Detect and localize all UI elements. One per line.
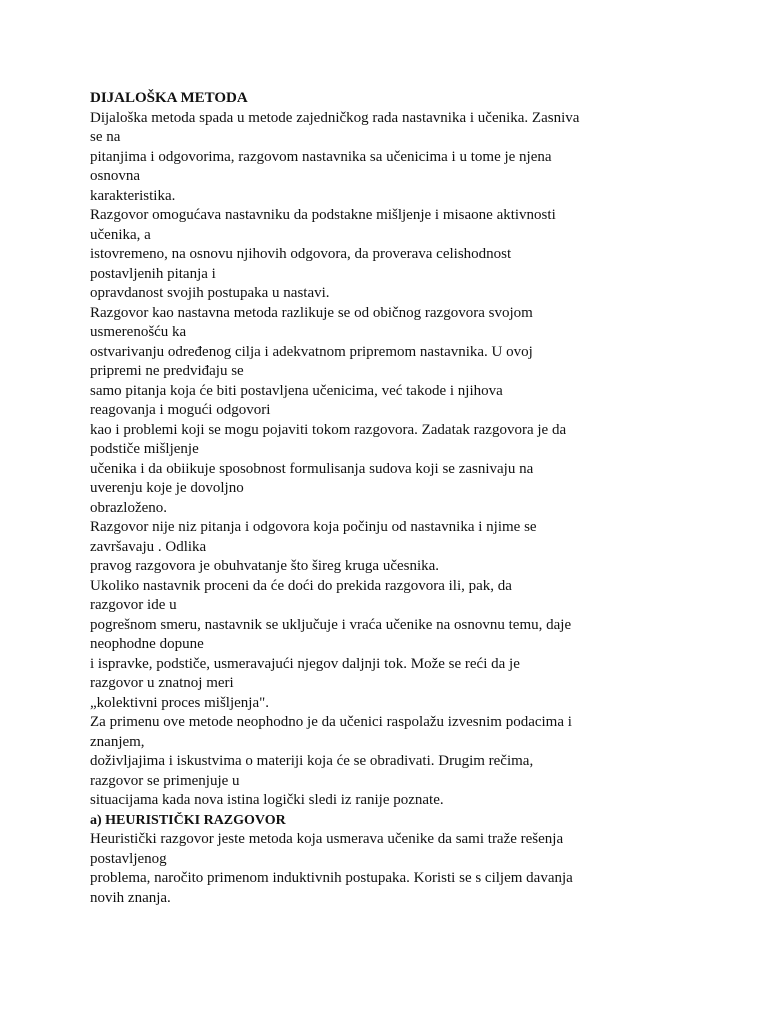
- document-body: [90, 89, 720, 908]
- text-line: pripremi ne predviđaju se: [90, 363, 244, 379]
- text-line: postavljenog: [90, 850, 167, 867]
- text-line: pitanjima i odgovorima, razgovom nastavnika sa učenicima i u tome je njena: [90, 148, 552, 165]
- text-line: „kolektivni proces mišljenja".: [90, 694, 269, 711]
- text-line: ostvarivanju određenog cilja i adekvatnom pripremom nastavnika. U ovoj: [90, 343, 533, 360]
- text-line: istovremeno, na osnovu njihovih odgovora, da proverava celishodnost: [90, 246, 512, 262]
- text-line: Razgovor nije niz pitanja i odgovora koja počinju od nastavnika i njime se: [90, 519, 537, 535]
- text-line: neophodne dopune: [90, 636, 204, 652]
- text-line: postavljenih pitanja i: [90, 265, 216, 282]
- text-line: reagovanja i mogući odgovori: [90, 402, 271, 418]
- text-line: pravog razgovora je obuhvatanje što šireg kruga učesnika.: [90, 558, 440, 574]
- text-line: Razgovor omogućava nastavniku da podstakne mišljenje i misaone aktivnosti: [90, 207, 556, 223]
- text-line: razgovor se primenjuje u: [90, 772, 240, 789]
- text-line: obrazloženo.: [90, 499, 168, 516]
- text-line: usmerenošću ka: [90, 324, 187, 340]
- section-heuristicki-razgovor: [90, 830, 720, 908]
- text-line: i ispravke, podstiče, usmeravajući njegov daljnji tok. Može se reći da je: [90, 655, 520, 672]
- text-line: problema, naročito primenom induktivnih postupaka. Koristi se s ciljem davanja: [90, 870, 573, 886]
- text-line: novih znanja.: [90, 889, 171, 906]
- text-line: Ukoliko nastavnik proceni da će doći do prekida razgovora ili, pak, da: [90, 577, 512, 594]
- text-line: Za primenu ove metode neophodno je da učenici raspolažu izvesnim podacima i: [90, 714, 572, 730]
- text-line: znanjem,: [90, 733, 145, 750]
- text-line: samo pitanja koja će biti postavljena učenicima, već takode i njihova: [90, 382, 503, 399]
- text-line: razgovor u znatnoj meri: [90, 675, 234, 691]
- text-line: pogrešnom smeru, nastavnik se uključuje i vraća učenike na osnovnu temu, daje: [90, 616, 572, 633]
- text-line: podstiče mišljenje: [90, 441, 199, 457]
- text-line: situacijama kada nova istina logički sledi iz ranije poznate.: [90, 792, 444, 808]
- text-line: Dijaloška metoda spada u metode zajedničkog rada nastavnika i učenika. Zasniva: [90, 109, 580, 126]
- section-subheading: a) HEURISTIČKI RAZGOVOR: [90, 812, 286, 828]
- text-line: uverenju koje je dovoljno: [90, 480, 244, 496]
- text-line: završavaju . Odlika: [90, 538, 207, 555]
- text-line: učenika i da obiikuje sposobnost formulisanja sudova koji se zasnivaju na: [90, 460, 534, 477]
- text-line: razgovor ide u: [90, 597, 177, 613]
- text-line: karakteristika.: [90, 187, 176, 204]
- text-line: učenika, a: [90, 226, 151, 243]
- text-line: Razgovor kao nastavna metoda razlikuje se od običnog razgovora svojom: [90, 304, 533, 321]
- text-line: osnovna: [90, 168, 140, 184]
- text-line: kao i problemi koji se mogu pojaviti tokom razgovora. Zadatak razgovora je da: [90, 421, 567, 438]
- text-line: Heuristički razgovor jeste metoda koja usmerava učenike da sami traže rešenja: [90, 831, 564, 847]
- section-dijaloska-metoda: [90, 109, 720, 811]
- text-line: se na: [90, 129, 121, 145]
- document-title: DIJALOŠKA METODA: [90, 90, 248, 106]
- text-line: opravdanost svojih postupaka u nastavi.: [90, 285, 330, 301]
- text-line: doživljajima i iskustvima o materiji koja će se obradivati. Drugim rečima,: [90, 753, 534, 769]
